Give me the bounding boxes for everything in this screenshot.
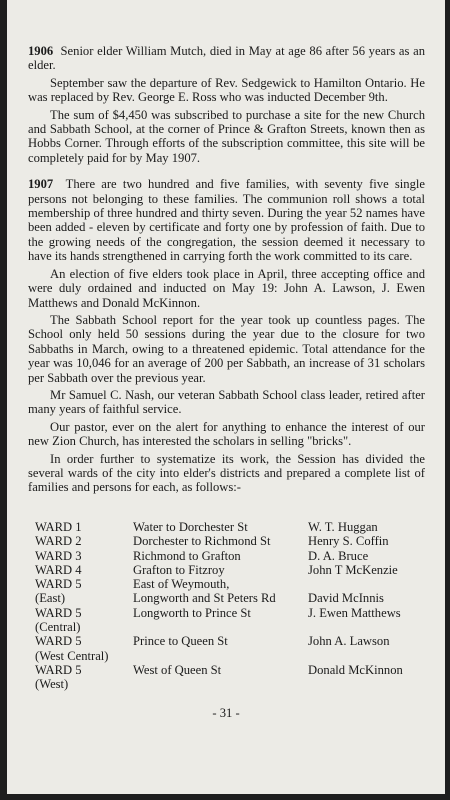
elder-cell: John T McKenzie: [308, 562, 398, 577]
ward-cell: WARD 5: [35, 634, 82, 649]
document-page: [7, 0, 445, 794]
elder-cell: D. A. Bruce: [308, 548, 369, 563]
area-cell: [133, 649, 308, 663]
elder-cell: J. Ewen Matthews: [308, 605, 401, 620]
ward-district-table: [35, 520, 435, 692]
area-cell: Longworth to Prince St: [133, 605, 251, 620]
ward-row: [35, 549, 435, 563]
paragraph-1907-4: Mr Samuel C. Nash, our veteran Sabbath School class leader, retired after many years of faithful service.: [28, 387, 425, 417]
ward-row: [35, 663, 435, 677]
paragraph-1907-2: An election of five elders took place in April, three accepting office and were duly ordained and inducted on May 19: John A. Lawson, J. Ewen Matthews and Donald McKinnon.: [28, 266, 425, 310]
year-heading-1906: 1906: [28, 44, 54, 58]
ward-row: [35, 677, 435, 691]
ward-row: [35, 577, 435, 591]
body-text: [28, 44, 425, 498]
elder-cell: [308, 577, 435, 591]
elder-cell: Donald McKinnon: [308, 662, 403, 677]
elder-cell: John A. Lawson: [308, 634, 390, 649]
ward-cell: WARD 5: [35, 662, 82, 677]
elder-cell: [308, 620, 435, 634]
ward-cell: WARD 5: [35, 605, 82, 620]
ward-row: [35, 620, 435, 634]
area-cell: Richmond to Grafton: [133, 548, 241, 563]
area-cell: Prince to Queen St: [133, 634, 228, 649]
paragraph-1907-1: [28, 177, 425, 263]
year-heading-1907: 1907: [28, 177, 54, 192]
area-cell: [133, 677, 308, 691]
ward-cell: (East): [35, 591, 66, 606]
area-cell: Longworth and St Peters Rd: [133, 591, 276, 606]
ward-row: [35, 606, 435, 620]
ward-cell: (Central): [35, 620, 81, 635]
ward-cell: WARD 2: [35, 534, 82, 549]
elder-cell: W. T. Huggan: [308, 520, 378, 534]
paragraph-1906-1: [28, 44, 425, 73]
ward-cell: (West Central): [35, 648, 109, 663]
paragraph-1907-5: Our pastor, ever on the alert for anything to enhance the interest of our new Zion Church, has interested the scholars in selling "bricks".: [28, 419, 425, 449]
ward-row: [35, 634, 435, 648]
ward-cell: WARD 5: [35, 577, 82, 592]
ward-row: [35, 649, 435, 663]
paragraph-text: Senior elder William Mutch, died in May at age 86 after 56 years as an elder.: [28, 44, 425, 73]
paragraph-1906-3: The sum of $4,450 was subscribed to purchase a site for the new Church and Sabbath School, at the corner of Prince & Grafton Streets, known then as Hobbs Corner. Through efforts of the subscription committee, this site will be completely paid for by May 1907.: [28, 107, 425, 165]
ward-row: [35, 563, 435, 577]
paragraph-1907-3: The Sabbath School report for the year took up countless pages. The School only held 50 sessions during the year due to the closure for two Sabbaths in March, owing to a threatened epidemic. Total attendance for the year was 10,046 for an average of 200 per Sabbath, an increase of 31 scholars per Sabbath over the previous year.: [28, 312, 425, 385]
ward-cell: WARD 1: [35, 520, 82, 534]
paragraph-1906-2: September saw the departure of Rev. Sedgewick to Hamilton Ontario. He was replaced by Rev. George E. Ross who was inducted December 9th.: [28, 75, 425, 105]
paragraph-1907-6: In order further to systematize its work, the Session has divided the several wards of the city into elder's districts and prepared a complete list of families and persons for each, as follows:-: [28, 451, 425, 495]
elder-cell: [308, 677, 435, 691]
ward-row: [35, 591, 435, 605]
area-cell: Dorchester to Richmond St: [133, 534, 271, 549]
ward-row: [35, 520, 435, 534]
ward-cell: WARD 4: [35, 562, 82, 577]
ward-row: [35, 534, 435, 548]
elder-cell: David McInnis: [308, 591, 384, 606]
area-cell: West of Queen St: [133, 662, 222, 677]
area-cell: [133, 620, 308, 634]
elder-cell: Henry S. Coffin: [308, 534, 389, 549]
page-number: - 31 -: [212, 706, 240, 720]
area-cell: Grafton to Fitzroy: [133, 562, 225, 577]
paragraph-text: There are two hundred and five families, with seventy five single persons not belonging to these families. The communion roll shows a total membership of three hundred and thirty seven. During the year 52 names have been added - eleven by certificate and forty one by profession of faith. Due to the growing needs of the congregation, the session deemed it necessary to have its hands strengthened in carrying forth the work committed to its care.: [28, 177, 425, 264]
area-cell: East of Weymouth,: [133, 577, 230, 592]
ward-cell: (West): [35, 677, 69, 692]
elder-cell: [308, 649, 435, 663]
area-cell: Water to Dorchester St: [133, 520, 248, 534]
ward-cell: WARD 3: [35, 548, 82, 563]
